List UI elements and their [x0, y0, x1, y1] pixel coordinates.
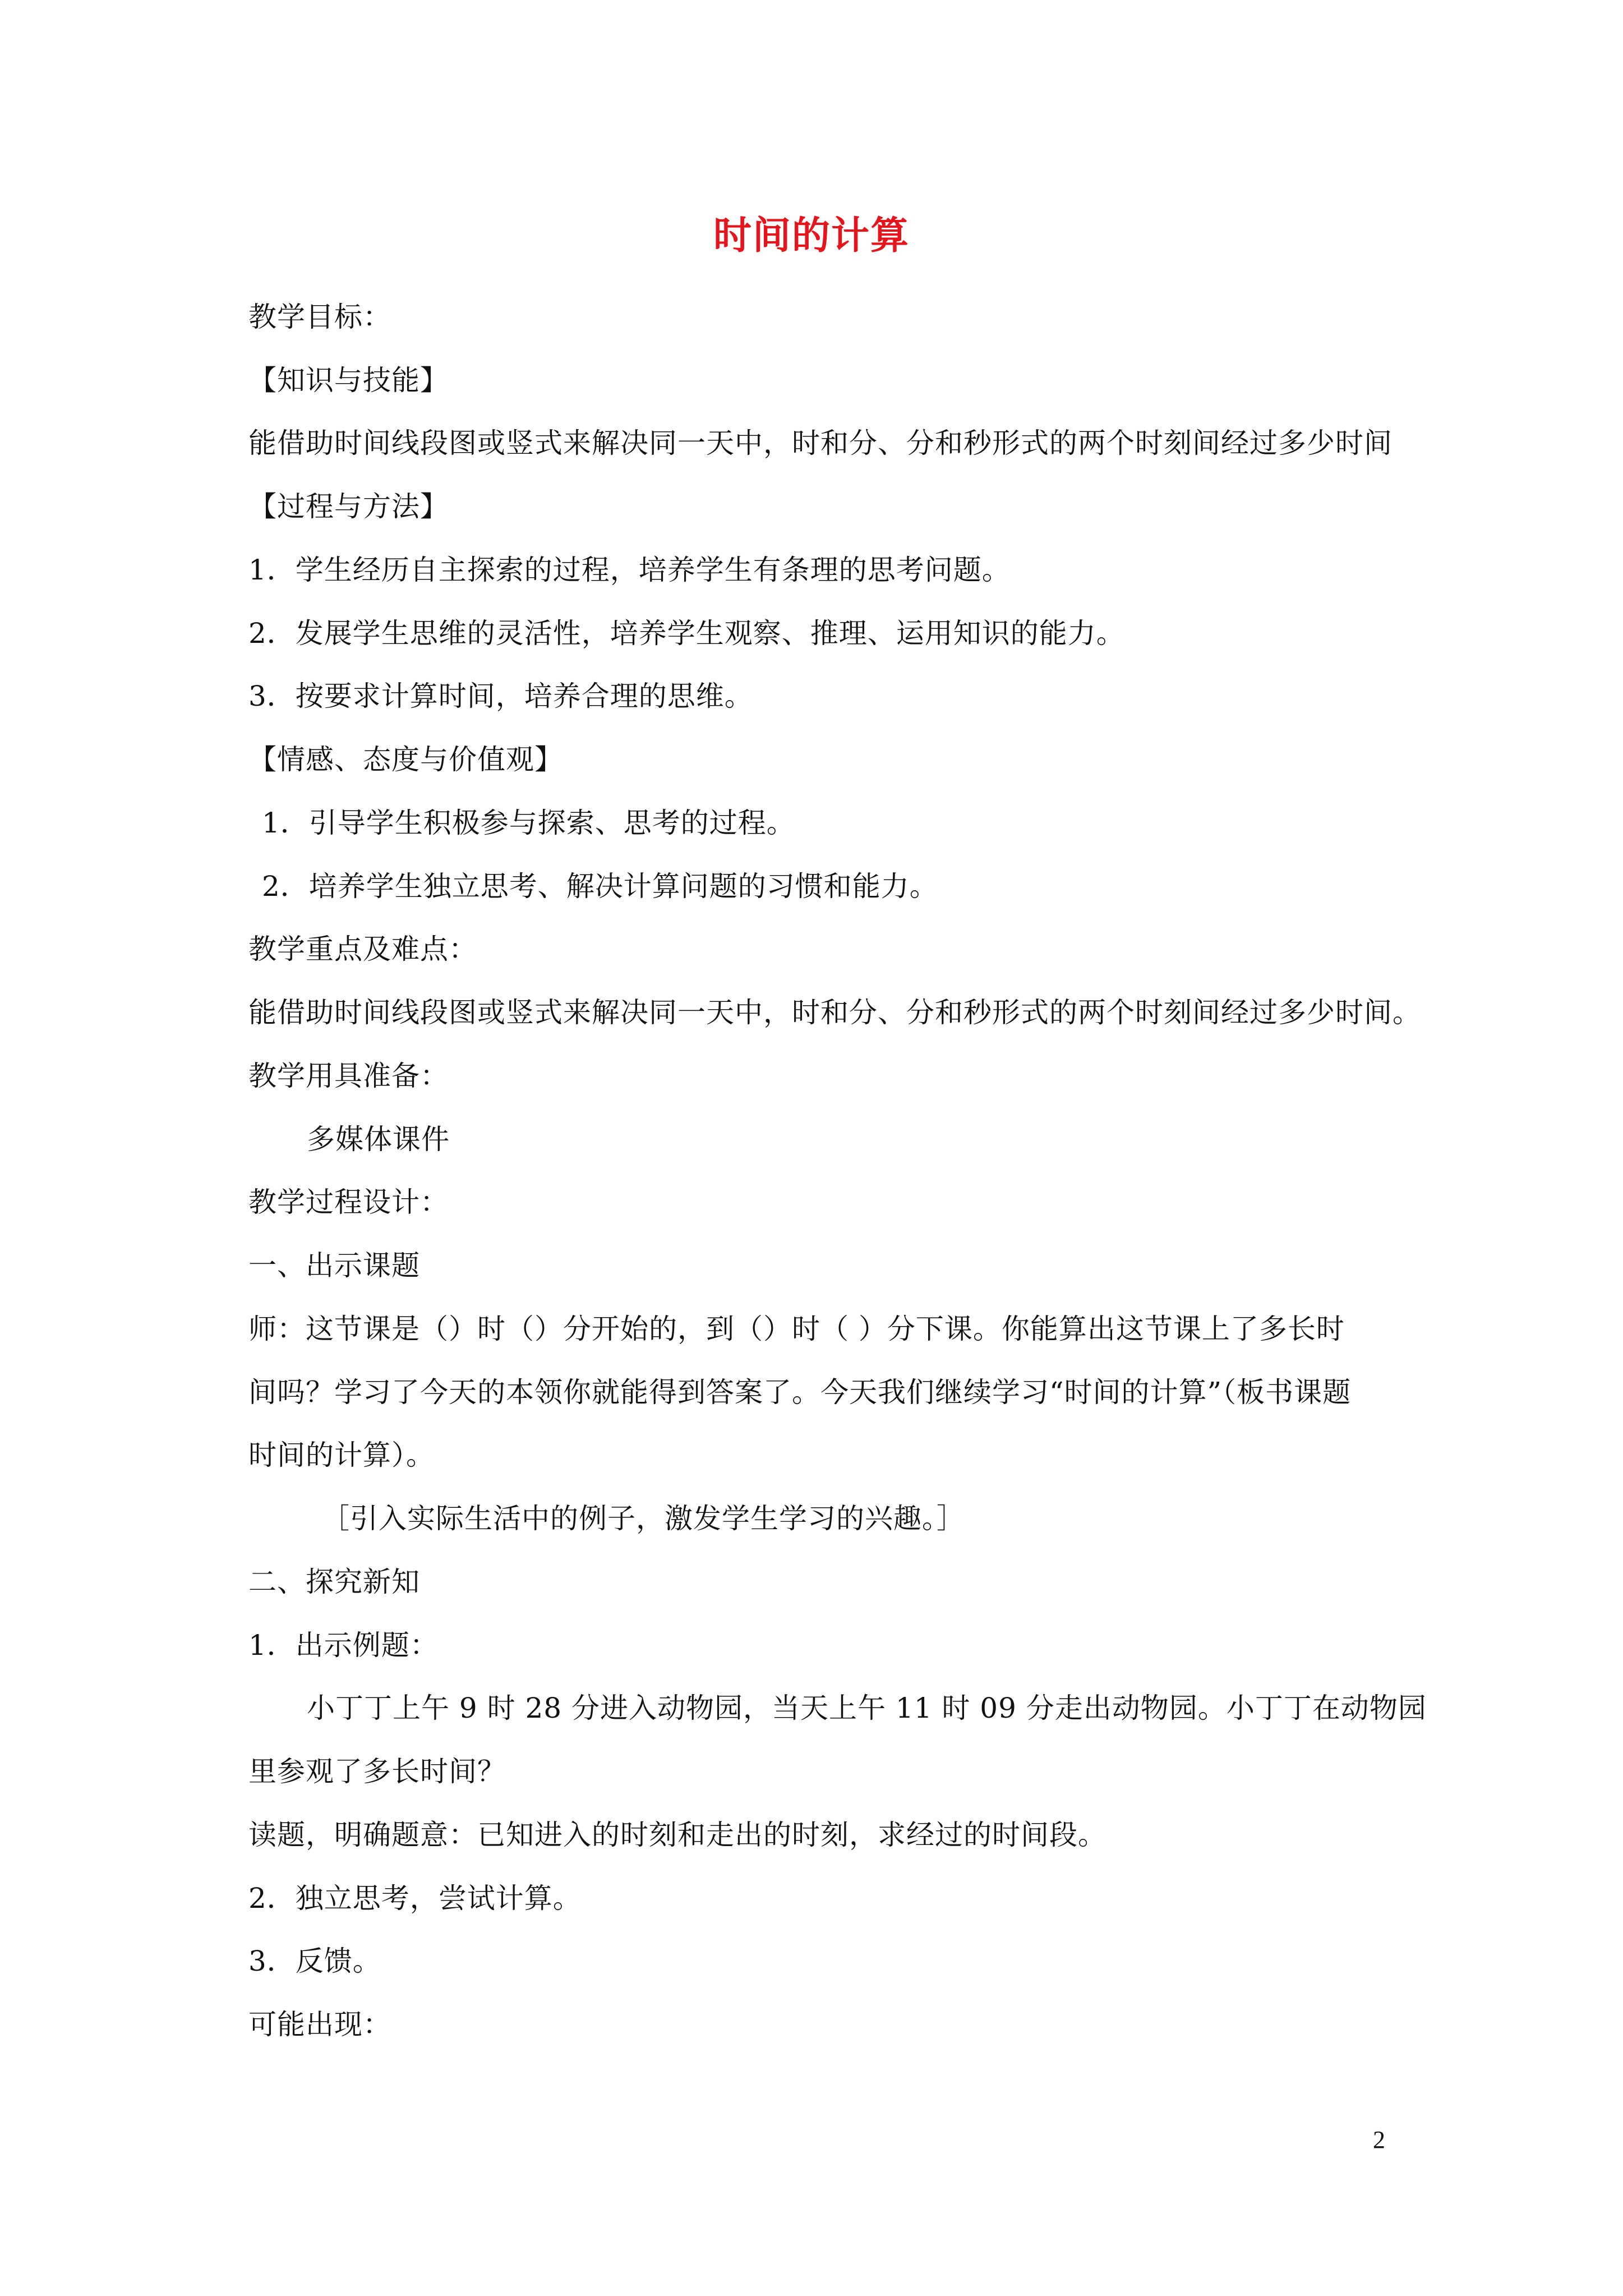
process-item-2: 2．发展学生思维的灵活性，培养学生观察、推理、运用知识的能力。 [248, 617, 1125, 650]
example-text-line-2: 里参观了多长时间？ [248, 1755, 506, 1788]
process-item-3: 3．按要求计算时间，培养合理的思维。 [248, 680, 753, 712]
section-2-heading: 二、探究新知 [248, 1566, 420, 1598]
emotion-item-1: 1．引导学生积极参与探索、思考的过程。 [262, 807, 795, 839]
independent-thinking-text: 2．独立思考，尝试计算。 [248, 1882, 582, 1915]
document-title: 时间的计算 [713, 213, 910, 258]
knowledge-skills-heading: 【知识与技能】 [248, 364, 449, 397]
teacher-intro-line-1: 师：这节课是（）时（）分开始的，到（）时（ ）分下课。你能算出这节课上了多长时 [248, 1313, 1345, 1345]
emotion-item-2: 2．培养学生独立思考、解决计算问题的习惯和能力。 [262, 870, 938, 903]
process-method-heading: 【过程与方法】 [248, 490, 449, 523]
possible-results-text: 可能出现： [248, 2008, 391, 2041]
process-item-1: 1．学生经历自主探索的过程，培养学生有条理的思考问题。 [248, 554, 1011, 586]
example-heading: 1．出示例题： [248, 1629, 439, 1662]
section-1-heading: 一、出示课题 [248, 1249, 420, 1282]
process-design-heading: 教学过程设计： [248, 1186, 449, 1218]
example-text-line-1: 小丁丁上午 9 时 28 分进入动物园，当天上午 11 时 09 分走出动物园。小丁丁在动物园 [307, 1692, 1427, 1724]
emotion-attitude-heading: 【情感、态度与价值观】 [248, 743, 563, 776]
feedback-text: 3．反馈。 [248, 1945, 381, 1977]
key-points-heading: 教学重点及难点： [248, 933, 477, 965]
teaching-objectives-heading: 教学目标： [248, 301, 391, 333]
materials-text: 多媒体课件 [307, 1123, 450, 1156]
design-note: ［引入实际生活中的例子，激发学生学习的兴趣。］ [321, 1502, 965, 1535]
knowledge-skills-text: 能借助时间线段图或竖式来解决同一天中，时和分、分和秒形式的两个时刻间经过多少时间 [248, 427, 1393, 459]
reading-question-text: 读题，明确题意：已知进入的时刻和走出的时刻，求经过的时间段。 [248, 1819, 1106, 1851]
teacher-intro-line-3: 时间的计算）。 [248, 1439, 435, 1471]
materials-heading: 教学用具准备： [248, 1060, 449, 1092]
page-number: 2 [1373, 2126, 1385, 2154]
key-points-text: 能借助时间线段图或竖式来解决同一天中，时和分、分和秒形式的两个时刻间经过多少时间。 [248, 996, 1421, 1029]
teacher-intro-line-2: 间吗？学习了今天的本领你就能得到答案了。今天我们继续学习“时间的计算”（板书课题 [248, 1376, 1352, 1409]
